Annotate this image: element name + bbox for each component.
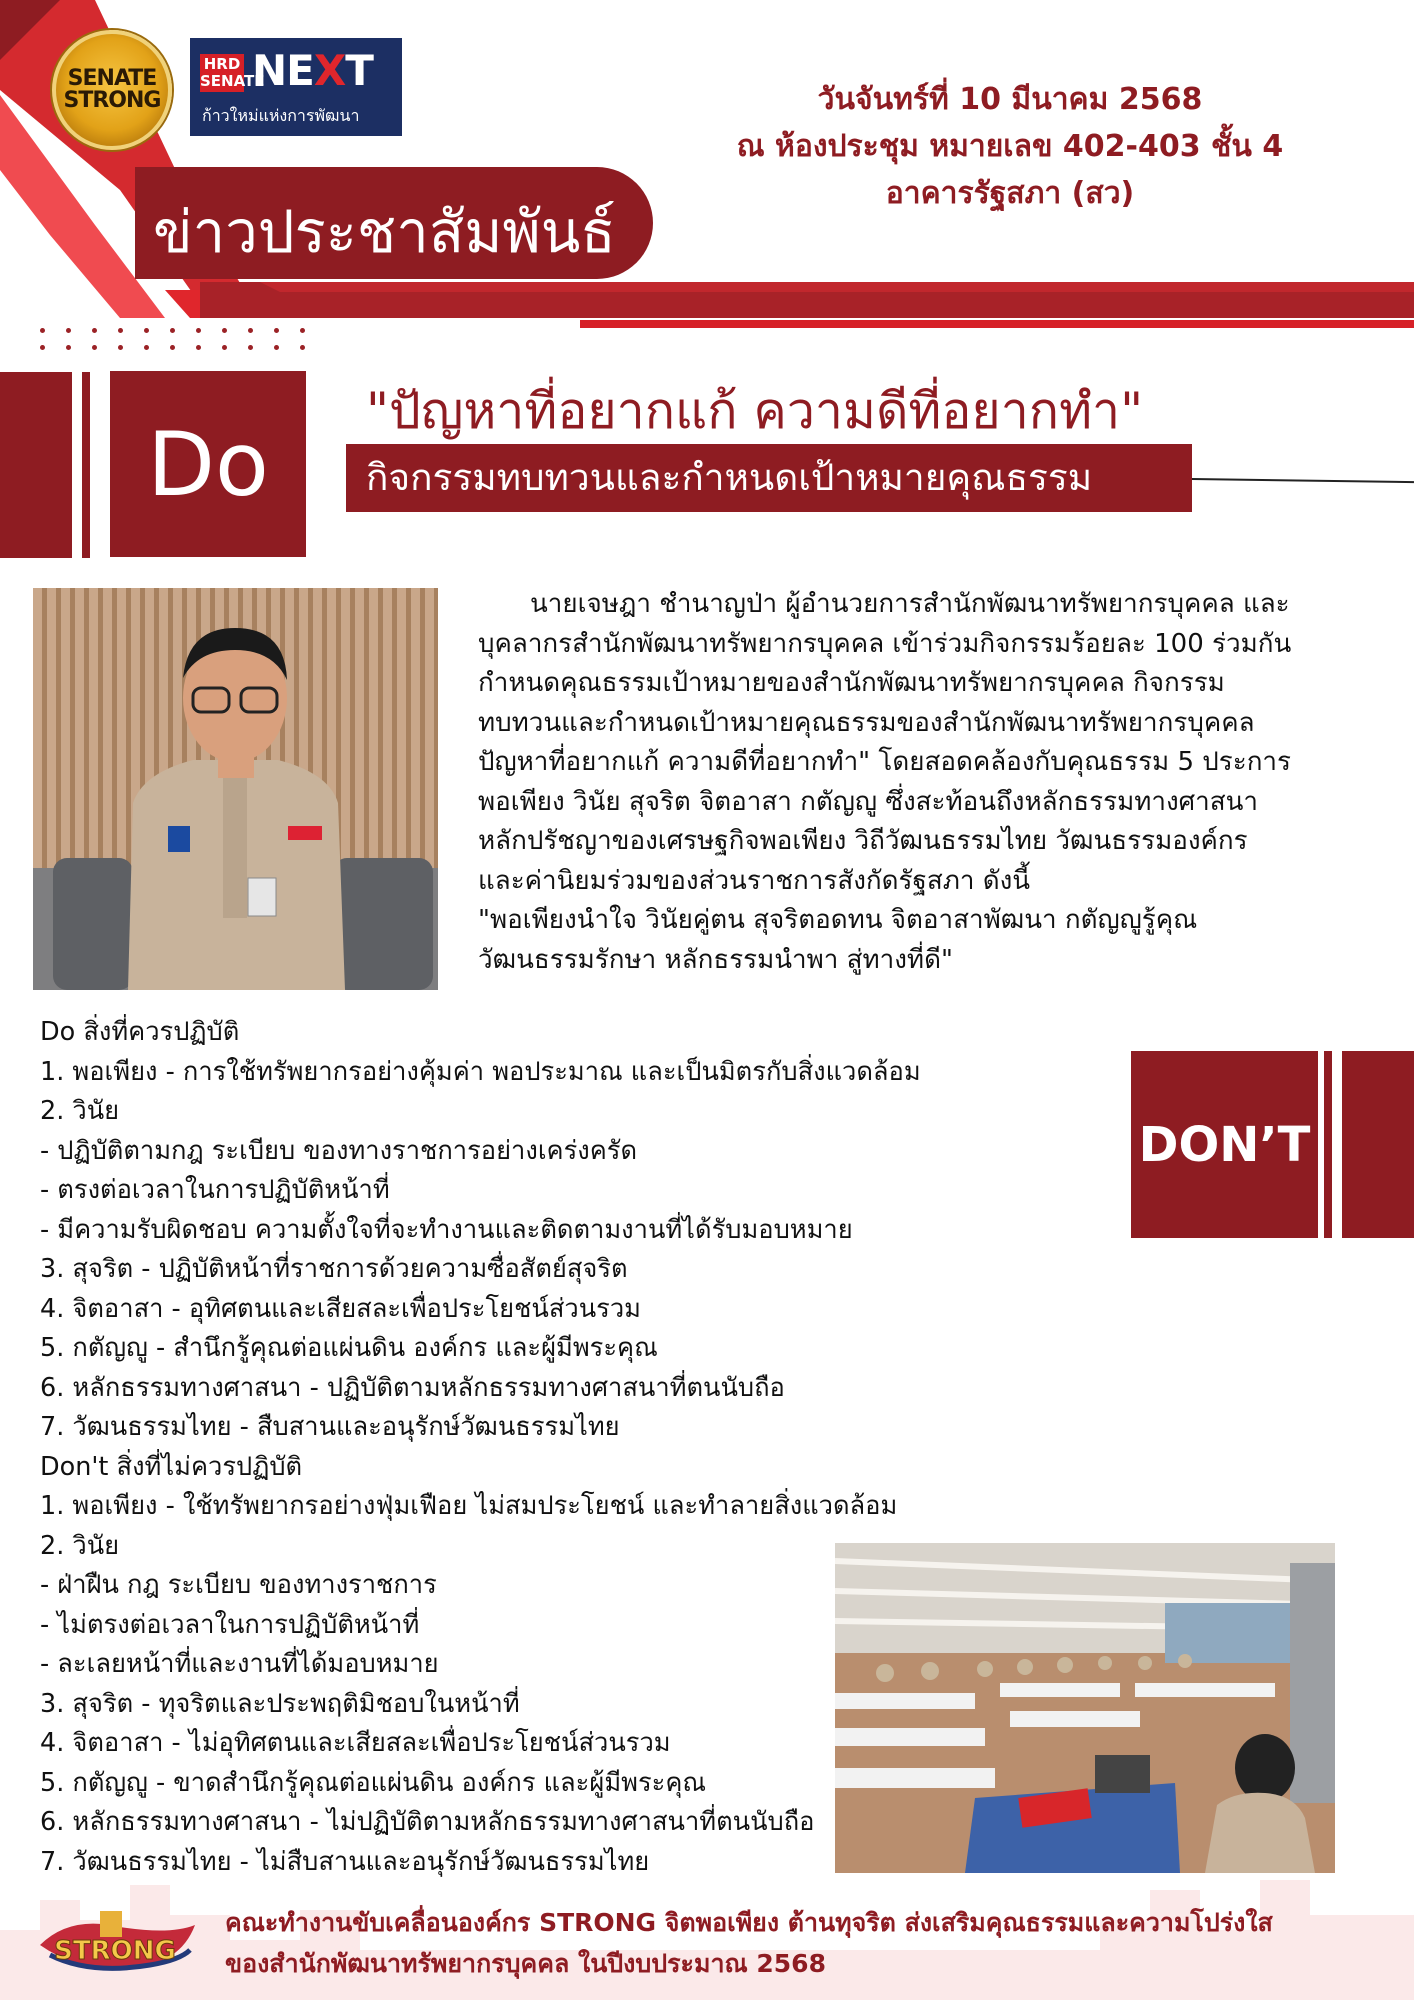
list-item: 4. จิตอาสา - ไม่อุทิศตนและเสียสละเพื่อประโยชน์ส่วนรวม — [40, 1728, 671, 1758]
list-item: 6. หลักธรรมทางศาสนา - ไม่ปฏิบัติตามหลักธรรมทางศาสนาที่ตนนับถือ — [40, 1807, 815, 1837]
headline-subtitle: กิจกรรมทบทวนและกำหนดเป้าหมายคุณธรรม — [346, 444, 1192, 512]
event-room: ณ ห้องประชุม หมายเลข 402-403 ชั้น 4 — [736, 129, 1284, 164]
hrd-tagline: ก้าวใหม่แห่งการพัฒนา — [202, 106, 360, 125]
article-line: ปัญหาที่อยากแก้ ความดีที่อยากทำ" โดยสอดคล้องกับคุณธรรม 5 ประการ — [478, 747, 1291, 777]
list-item: - มีความรับผิดชอบ ความตั้งใจที่จะทำงานและติดตามงานที่ได้รับมอบหมาย — [40, 1214, 853, 1245]
dont-bar-thin — [1324, 1051, 1332, 1238]
meeting-room-photo — [835, 1543, 1335, 1873]
do-heading: Do สิ่งที่ควรปฏิบัติ — [40, 1017, 240, 1047]
article-body — [478, 585, 1378, 980]
event-date: วันจันทร์ที่ 10 มีนาคม 2568 — [817, 82, 1203, 117]
article-line: นายเจษฎา ชำนาญป่า ผู้อำนวยการสำนักพัฒนาทรัพยากรบุคคล และ — [530, 589, 1290, 619]
director-portrait-photo — [33, 588, 438, 990]
hrd-next-logo — [190, 38, 402, 136]
dont-heading: Don't สิ่งที่ไม่ควรปฏิบัติ — [40, 1451, 303, 1482]
headline-title: "ปัญหาที่อยากแก้ ความดีที่อยากทำ" — [366, 382, 1144, 440]
side-bar-thin — [82, 372, 90, 558]
list-item: 5. กตัญญู - ขาดสำนึกรู้คุณต่อแผ่นดิน องค์กร และผู้มีพระคุณ — [40, 1767, 707, 1798]
list-item: - ฝ่าฝืน กฎ ระเบียบ ของทางราชการ — [40, 1570, 437, 1600]
article-line: กำหนดคุณธรรมเป้าหมายของสำนักพัฒนาทรัพยากรบุคคล กิจกรรม — [478, 668, 1225, 698]
list-item: 2. วินัย — [40, 1096, 120, 1126]
side-bar-left — [0, 372, 72, 558]
next-wordmark: NEXT — [252, 46, 373, 95]
list-item: - ละเลยหน้าที่และงานที่ได้มอบหมาย — [40, 1649, 439, 1679]
svg-text:STRONG: STRONG — [54, 1936, 176, 1966]
article-line: และค่านิยมร่วมของส่วนราชการสังกัดรัฐสภา ดังนี้ — [478, 865, 1031, 896]
article-line: พอเพียง วินัย สุจริต จิตอาสา กตัญญู ซึ่งสะท้อนถึงหลักธรรมทางศาสนา — [478, 786, 1258, 817]
event-date-location — [660, 76, 1360, 217]
list-item: 3. สุจริต - ทุจริตและประพฤติมิชอบในหน้าที่ — [40, 1688, 520, 1719]
list-item: 3. สุจริต - ปฏิบัติหน้าที่ราชการด้วยความซื่อสัตย์สุจริต — [40, 1254, 628, 1284]
dont-badge: DON’T — [1131, 1051, 1318, 1238]
strong-logo — [30, 1905, 200, 1983]
list-item: - ปฏิบัติตามกฎ ระเบียบ ของทางราชการอย่างเคร่งครัด — [40, 1135, 638, 1166]
list-item: 5. กตัญญู - สำนึกรู้คุณต่อแผ่นดิน องค์กร และผู้มีพระคุณ — [40, 1333, 658, 1363]
article-line: ทบทวนและกำหนดเป้าหมายคุณธรรมของสำนักพัฒนาทรัพยากรบุคคล — [478, 707, 1255, 738]
list-item: - ไม่ตรงต่อเวลาในการปฏิบัติหน้าที่ — [40, 1609, 420, 1640]
dot-pattern — [40, 328, 314, 350]
subtitle-rule — [1192, 478, 1414, 483]
list-item: 7. วัฒนธรรมไทย - สืบสานและอนุรักษ์วัฒนธรรมไทย — [40, 1412, 620, 1442]
article-line: "พอเพียงนำใจ วินัยคู่ตน สุจริตอดทน จิตอาสาพัฒนา กตัญญูรู้คุณ — [478, 905, 1198, 935]
do-badge: Do — [110, 371, 306, 557]
list-item: 1. พอเพียง - การใช้ทรัพยากรอย่างคุ้มค่า พอประมาณ และเป็นมิตรกับสิ่งแวดล้อม — [40, 1056, 921, 1087]
list-item: 4. จิตอาสา - อุทิศตนและเสียสละเพื่อประโยชน์ส่วนรวม — [40, 1293, 641, 1324]
list-item: 2. วินัย — [40, 1530, 120, 1561]
article-line: บุคลากรสำนักพัฒนาทรัพยากรบุคคล เข้าร่วมกิจกรรมร้อยละ 100 ร่วมกัน — [478, 628, 1292, 659]
footer-text — [225, 1902, 1405, 1984]
list-item: 7. วัฒนธรรมไทย - ไม่สืบสานและอนุรักษ์วัฒนธรรมไทย — [40, 1846, 650, 1877]
footer-line: คณะทำงานขับเคลื่อนองค์กร STRONG จิตพอเพียง ต้านทุจริต ส่งเสริมคุณธรรมและความโปร่งใส — [225, 1908, 1273, 1937]
event-building: อาคารรัฐสภา (สว) — [885, 176, 1135, 211]
article-line: หลักปรัชญาของเศรษฐกิจพอเพียง วิถีวัฒนธรรมไทย วัฒนธรรมองค์กร — [478, 826, 1248, 856]
senate-strong-seal: SENATE STRONG — [52, 30, 172, 150]
section-label: ข่าวประชาสัมพันธ์ — [153, 198, 616, 266]
article-line: วัฒนธรรมรักษา หลักธรรมนำพา สู่ทางที่ดี" — [478, 944, 953, 975]
section-label-pill — [135, 167, 653, 279]
list-item: 6. หลักธรรมทางศาสนา - ปฏิบัติตามหลักธรรมทางศาสนาที่ตนนับถือ — [40, 1372, 785, 1403]
list-item: - ตรงต่อเวลาในการปฏิบัติหน้าที่ — [40, 1175, 390, 1205]
list-item: 1. พอเพียง - ใช้ทรัพยากรอย่างฟุ่มเฟือย ไม่สมประโยชน์ และทำลายสิ่งแวดล้อม — [40, 1491, 898, 1521]
hrd-senate-badge: HRD SENATE — [200, 55, 265, 90]
footer-line: ของสำนักพัฒนาทรัพยากรบุคคล ในปีงบประมาณ 2568 — [225, 1949, 826, 1978]
dont-bar-right — [1342, 1051, 1414, 1238]
